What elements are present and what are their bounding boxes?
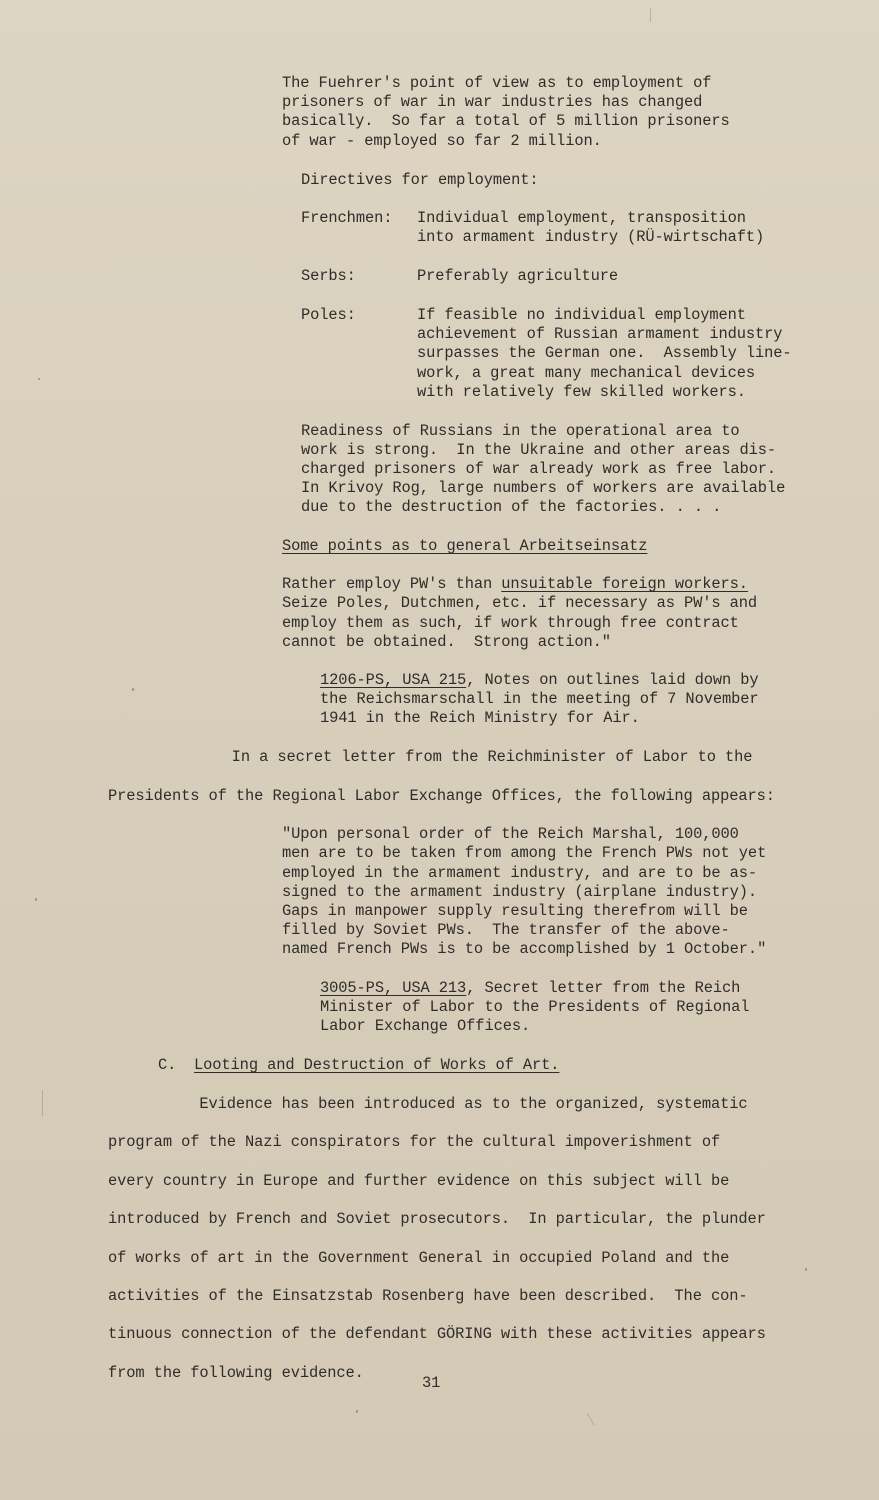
evidence-line: program of the Nazi conspirators for the cultural impoverishment of bbox=[108, 1133, 721, 1151]
paper-speck bbox=[805, 1268, 807, 1271]
directive-text-serbs: Preferably agriculture bbox=[417, 267, 618, 285]
quote-reich-marshal-line: named French PWs is to be accomplished by 1 October." bbox=[282, 940, 767, 958]
rather-line: employ them as such, if work through free contract bbox=[282, 614, 739, 632]
paper-speck bbox=[38, 378, 40, 380]
evidence-line: introduced by French and Soviet prosecutors. In particular, the plunder bbox=[108, 1210, 766, 1228]
rather-line bbox=[282, 575, 748, 594]
citation-3005-line bbox=[320, 979, 740, 998]
rather-underlined-phrase: unsuitable foreign workers. bbox=[501, 575, 748, 593]
evidence-line: every country in Europe and further evidence on this subject will be bbox=[108, 1172, 730, 1190]
citation-1206-ref: 1206-PS, USA 215 bbox=[320, 671, 467, 689]
directives-heading: Directives for employment: bbox=[301, 171, 539, 189]
page-number: 31 bbox=[422, 1374, 441, 1392]
paper-scratch bbox=[587, 1413, 595, 1426]
evidence-line: Evidence has been introduced as to the organized, systematic bbox=[108, 1095, 748, 1113]
directive-text-poles: with relatively few skilled workers. bbox=[417, 383, 746, 401]
citation-3005-ref: 3005-PS, USA 213 bbox=[320, 979, 467, 997]
directive-text-frenchmen: into armament industry (RÜ-wirtschaft) bbox=[417, 228, 765, 246]
readiness-line: work is strong. In the Ukraine and other areas dis- bbox=[301, 441, 777, 459]
intro-letter-line: In a secret letter from the Reichminister of Labor to the bbox=[186, 748, 753, 766]
directive-label-poles: Poles: bbox=[301, 306, 356, 324]
quote-fuehrer-line: of war - employed so far 2 million. bbox=[282, 132, 602, 150]
readiness-line: due to the destruction of the factories. . . . bbox=[301, 498, 722, 516]
directive-label-serbs: Serbs: bbox=[301, 267, 356, 285]
citation-3005-text: , Secret letter from the Reich bbox=[466, 979, 741, 997]
some-points-heading: Some points as to general Arbeitseinsatz bbox=[282, 537, 648, 555]
evidence-line: activities of the Einsatzstab Rosenberg have been described. The con- bbox=[108, 1287, 748, 1305]
quote-reich-marshal-line: men are to be taken from among the French PWs not yet bbox=[282, 844, 767, 862]
quote-reich-marshal-line: signed to the armament industry (airplane industry). bbox=[282, 883, 758, 901]
directive-text-poles: surpasses the German one. Assembly line- bbox=[417, 344, 792, 362]
paper-scratch bbox=[650, 8, 651, 22]
directive-text-poles: work, a great many mechanical devices bbox=[417, 364, 756, 382]
paper-speck bbox=[132, 688, 134, 691]
paper-speck bbox=[356, 1410, 358, 1413]
directive-text-frenchmen: Individual employment, transposition bbox=[417, 209, 746, 227]
citation-1206-line bbox=[320, 671, 759, 690]
quote-reich-marshal-line: filled by Soviet PWs. The transfer of the above- bbox=[282, 921, 730, 939]
citation-3005-line: Labor Exchange Offices. bbox=[320, 1017, 531, 1035]
section-letter: C. bbox=[158, 1056, 177, 1074]
citation-1206-line: 1941 in the Reich Ministry for Air. bbox=[320, 709, 640, 727]
readiness-line: Readiness of Russians in the operational area to bbox=[301, 422, 740, 440]
readiness-line: charged prisoners of war already work as free labor. bbox=[301, 460, 777, 478]
paper-speck bbox=[35, 898, 37, 901]
quote-fuehrer-line: The Fuehrer's point of view as to employment of bbox=[282, 74, 712, 92]
readiness-line: In Krivoy Rog, large numbers of workers are available bbox=[301, 479, 786, 497]
citation-3005-line: Minister of Labor to the Presidents of Regional bbox=[320, 998, 750, 1016]
directive-text-poles: achievement of Russian armament industry bbox=[417, 325, 783, 343]
evidence-line: tinuous connection of the defendant GÖRING with these activities appears bbox=[108, 1325, 766, 1343]
directive-label-frenchmen: Frenchmen: bbox=[301, 209, 393, 227]
evidence-line: from the following evidence. bbox=[108, 1364, 364, 1382]
evidence-line: of works of art in the Government General in occupied Poland and the bbox=[108, 1249, 730, 1267]
quote-reich-marshal-line: "Upon personal order of the Reich Marshal, 100,000 bbox=[282, 825, 739, 843]
rather-line: cannot be obtained. Strong action." bbox=[282, 633, 611, 651]
quote-reich-marshal-line: Gaps in manpower supply resulting therefrom will be bbox=[282, 902, 748, 920]
paper-scratch bbox=[42, 1090, 43, 1116]
quote-fuehrer-line: basically. So far a total of 5 million prisoners bbox=[282, 112, 730, 130]
directive-text-poles: If feasible no individual employment bbox=[417, 306, 746, 324]
section-title: Looting and Destruction of Works of Art. bbox=[194, 1056, 560, 1074]
rather-line: Seize Poles, Dutchmen, etc. if necessary as PW's and bbox=[282, 594, 758, 612]
quote-reich-marshal-line: employed in the armament industry, and are to be as- bbox=[282, 864, 758, 882]
rather-line-start: Rather employ PW's than bbox=[282, 575, 502, 593]
citation-1206-line: the Reichsmarschall in the meeting of 7 November bbox=[320, 690, 759, 708]
citation-1206-text: , Notes on outlines laid down by bbox=[466, 671, 759, 689]
quote-fuehrer-line: prisoners of war in war industries has changed bbox=[282, 93, 703, 111]
intro-letter-line: Presidents of the Regional Labor Exchange Offices, the following appears: bbox=[108, 787, 775, 805]
